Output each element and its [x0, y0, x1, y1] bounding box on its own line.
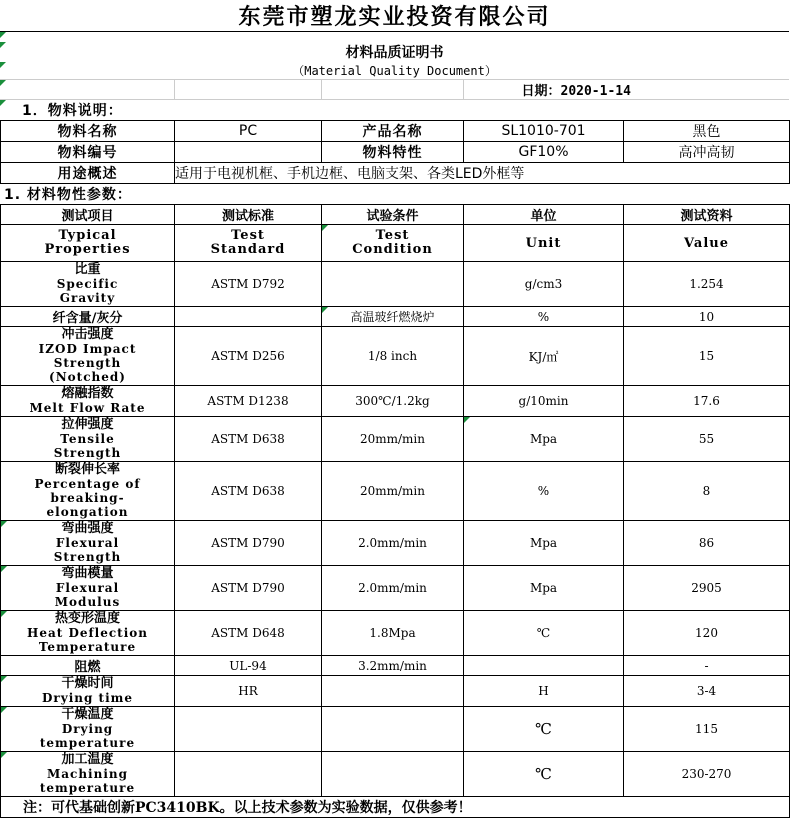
- footnote: 注：可代基础创新PC3410BK。以上技术参数为实验数据，仅供参考！: [1, 797, 790, 818]
- test-value: 120: [624, 611, 790, 656]
- property-name: 弯曲强度 Flexural Strength: [1, 521, 175, 566]
- property-name: 纤含量/灰分: [1, 307, 175, 327]
- header-unit: 单位: [464, 205, 624, 225]
- test-standard: HR: [175, 676, 322, 707]
- test-value: 55: [624, 417, 790, 462]
- property-name: 弯曲模量 Flexural Modulus: [1, 566, 175, 611]
- test-value: -: [624, 656, 790, 676]
- product-name-value: SL1010-701: [464, 121, 624, 142]
- unit: %: [464, 307, 624, 327]
- property-name: 冲击强度 IZOD Impact Strength (Notched): [1, 327, 175, 386]
- unit: H: [464, 676, 624, 707]
- unit: g/cm3: [464, 262, 624, 307]
- unit: ℃: [464, 752, 624, 797]
- test-standard: ASTM D648: [175, 611, 322, 656]
- test-value: 17.6: [624, 386, 790, 417]
- usage-label: 用途概述: [1, 163, 175, 184]
- company-name: 东莞市塑龙实业投资有限公司: [0, 0, 789, 32]
- material-feature-value: 高冲高韧: [624, 142, 790, 163]
- test-standard: ASTM D1238: [175, 386, 322, 417]
- table-row: [1, 521, 790, 566]
- header-test-standard: 测试标准: [175, 205, 322, 225]
- unit: %: [464, 462, 624, 521]
- test-standard: [175, 707, 322, 752]
- test-condition: [322, 262, 464, 307]
- property-name: 断裂伸长率 Percentage of breaking- elongation: [1, 462, 175, 521]
- test-standard: ASTM D638: [175, 417, 322, 462]
- spacer-row: [0, 32, 789, 43]
- test-condition: 300℃/1.2kg: [322, 386, 464, 417]
- material-property-value: GF10%: [464, 142, 624, 163]
- test-value: 86: [624, 521, 790, 566]
- table-row: [1, 676, 790, 707]
- doc-subtitle: （Material Quality Document）: [0, 62, 789, 80]
- table-row: [1, 386, 790, 417]
- header-test-standard-en: Test Standard: [175, 225, 322, 262]
- test-standard: [175, 307, 322, 327]
- test-standard: ASTM D792: [175, 262, 322, 307]
- test-condition: 1/8 inch: [322, 327, 464, 386]
- table-row: [1, 307, 790, 327]
- unit: [464, 656, 624, 676]
- table-row: [1, 327, 790, 386]
- unit: Mpa: [464, 566, 624, 611]
- property-name: 热变形温度 Heat Deflection Temperature: [1, 611, 175, 656]
- test-standard: ASTM D790: [175, 566, 322, 611]
- table-row: [1, 462, 790, 521]
- header-unit-en: Unit: [464, 225, 624, 262]
- material-code-value: [175, 142, 322, 163]
- test-condition: 高温玻纤燃烧炉: [322, 307, 464, 327]
- test-standard: ASTM D638: [175, 462, 322, 521]
- header-table: [0, 0, 789, 120]
- header-test-data: 测试资料: [624, 205, 790, 225]
- table-row: [1, 566, 790, 611]
- blank-cell: [0, 80, 174, 100]
- test-condition: [322, 707, 464, 752]
- test-condition: 20mm/min: [322, 417, 464, 462]
- property-name: 比重 Specific Gravity: [1, 262, 175, 307]
- table-row: [1, 417, 790, 462]
- test-value: 2905: [624, 566, 790, 611]
- unit: Mpa: [464, 521, 624, 566]
- test-value: 15: [624, 327, 790, 386]
- section-physical-properties: 1. 材料物性参数：: [4, 187, 132, 203]
- test-condition: 2.0mm/min: [322, 566, 464, 611]
- issue-date: 日期：2020-1-14: [463, 80, 789, 100]
- header-test-condition-en: Test Condition: [322, 225, 464, 262]
- table-row: [1, 611, 790, 656]
- test-value: 230-270: [624, 752, 790, 797]
- test-condition: 2.0mm/min: [322, 521, 464, 566]
- unit: KJ/㎡: [464, 327, 624, 386]
- test-condition: [322, 676, 464, 707]
- header-typical-properties: Typical Properties: [1, 225, 175, 262]
- table-row: [1, 262, 790, 307]
- material-name-label: 物料名称: [1, 121, 175, 142]
- property-name: 加工温度 Machining temperature: [1, 752, 175, 797]
- test-standard: UL-94: [175, 656, 322, 676]
- property-name: 干燥时间 Drying time: [1, 676, 175, 707]
- section2-table: [0, 184, 789, 204]
- material-name-value: PC: [175, 121, 322, 142]
- test-condition: 1.8Mpa: [322, 611, 464, 656]
- color-value: 黑色: [624, 121, 790, 142]
- material-code-label: 物料编号: [1, 142, 175, 163]
- unit: ℃: [464, 611, 624, 656]
- test-value: 8: [624, 462, 790, 521]
- material-property-label: 物料特性: [322, 142, 464, 163]
- section-material-description: 1．物料说明：: [0, 100, 789, 121]
- header-test-condition: 试验条件: [322, 205, 464, 225]
- product-name-label: 产品名称: [322, 121, 464, 142]
- usage-value: 适用于电视机框、手机边框、电脑支架、各类LED外框等: [175, 163, 790, 184]
- unit: ℃: [464, 707, 624, 752]
- test-condition: 3.2mm/min: [322, 656, 464, 676]
- property-name: 干燥温度 Drying temperature: [1, 707, 175, 752]
- test-standard: ASTM D256: [175, 327, 322, 386]
- blank-cell: [321, 80, 463, 100]
- doc-title: 材料品质证明书: [0, 42, 789, 62]
- properties-table: [0, 204, 790, 818]
- unit: g/10min: [464, 386, 624, 417]
- test-value: 1.254: [624, 262, 790, 307]
- property-name: 拉伸强度 Tensile Strength: [1, 417, 175, 462]
- test-value: 3-4: [624, 676, 790, 707]
- header-value-en: Value: [624, 225, 790, 262]
- blank-cell: [174, 80, 321, 100]
- test-condition: 20mm/min: [322, 462, 464, 521]
- table-row: [1, 707, 790, 752]
- header-test-item: 测试项目: [1, 205, 175, 225]
- test-value: 10: [624, 307, 790, 327]
- test-value: 115: [624, 707, 790, 752]
- unit: Mpa: [464, 417, 624, 462]
- material-info-table: [0, 120, 790, 184]
- table-row: [1, 656, 790, 676]
- property-name: 熔融指数 Melt Flow Rate: [1, 386, 175, 417]
- test-standard: ASTM D790: [175, 521, 322, 566]
- property-name: 阻燃: [1, 656, 175, 676]
